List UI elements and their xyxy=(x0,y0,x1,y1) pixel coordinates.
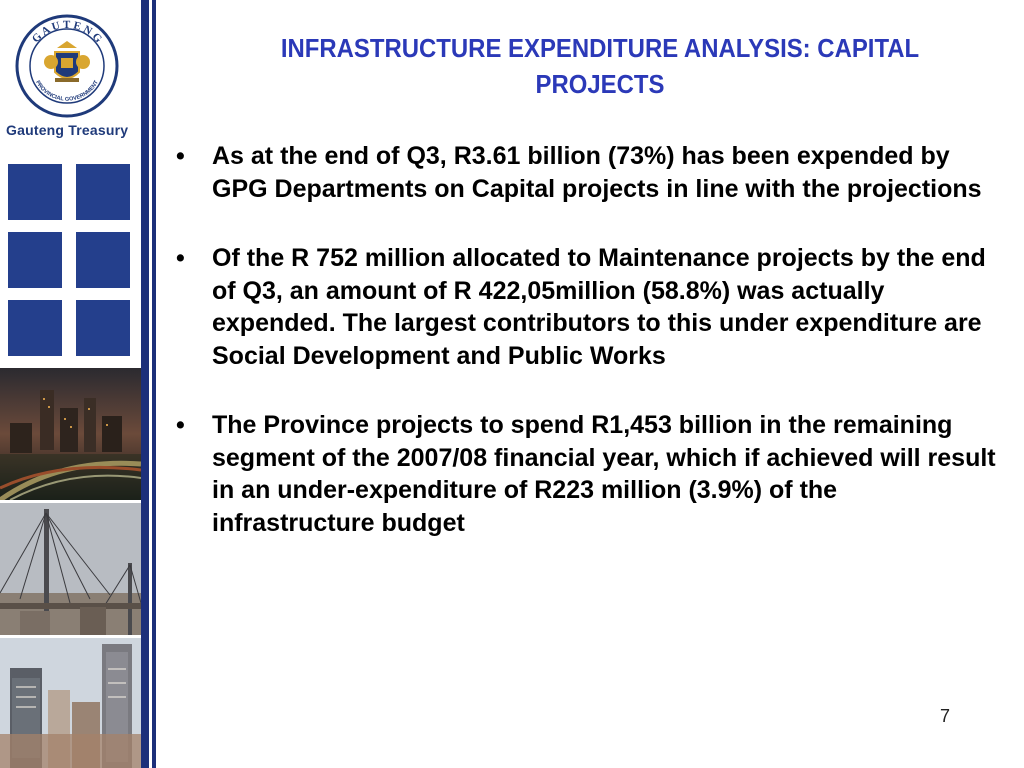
sidebar xyxy=(0,0,141,768)
logo-lower-text: PROVINCIAL GOVERNMENT xyxy=(34,79,100,103)
tile xyxy=(8,300,62,356)
night-city-photo xyxy=(0,368,141,500)
skyline-photo xyxy=(0,638,141,768)
page-number: 7 xyxy=(940,706,951,726)
brand-name: Gauteng Treasury xyxy=(6,122,129,138)
bridge-photo xyxy=(0,503,141,635)
bullet-item xyxy=(176,409,996,539)
bullet-text: The Province projects to spend R1,453 billion in the remaining segment of the 2007/08 financial year, which if achieved will result in an under-expenditure of R223 million (3.9%) of the infrastructure budget xyxy=(212,411,996,537)
tile xyxy=(76,232,130,288)
slide-title: INFRASTRUCTURE EXPENDITURE ANALYSIS: CAPITAL PROJECTS xyxy=(280,33,920,99)
sidebar-rail-thin xyxy=(152,0,156,768)
gauteng-crest-logo xyxy=(15,14,119,118)
tile xyxy=(76,300,130,356)
logo-ring-text: G A U T E N G xyxy=(29,18,105,46)
bullet-item xyxy=(176,242,996,372)
bullet-list xyxy=(176,140,996,539)
bullet-item xyxy=(176,140,996,205)
bullet-glyph: • xyxy=(176,411,185,439)
sidebar-rail xyxy=(141,0,149,768)
bullet-text: As at the end of Q3, R3.61 billion (73%) has been expended by GPG Departments on Capital projects in line with the projections xyxy=(212,142,982,203)
tile xyxy=(8,232,62,288)
tile xyxy=(8,164,62,220)
bullet-glyph: • xyxy=(176,142,185,170)
bullet-glyph: • xyxy=(176,244,185,272)
bullet-text: Of the R 752 million allocated to Maintenance projects by the end of Q3, an amount of R 422,05million (58.8%) was actually expended. The largest contributors to this under expenditure are Social Development and Public Works xyxy=(212,244,986,370)
tile xyxy=(76,164,130,220)
